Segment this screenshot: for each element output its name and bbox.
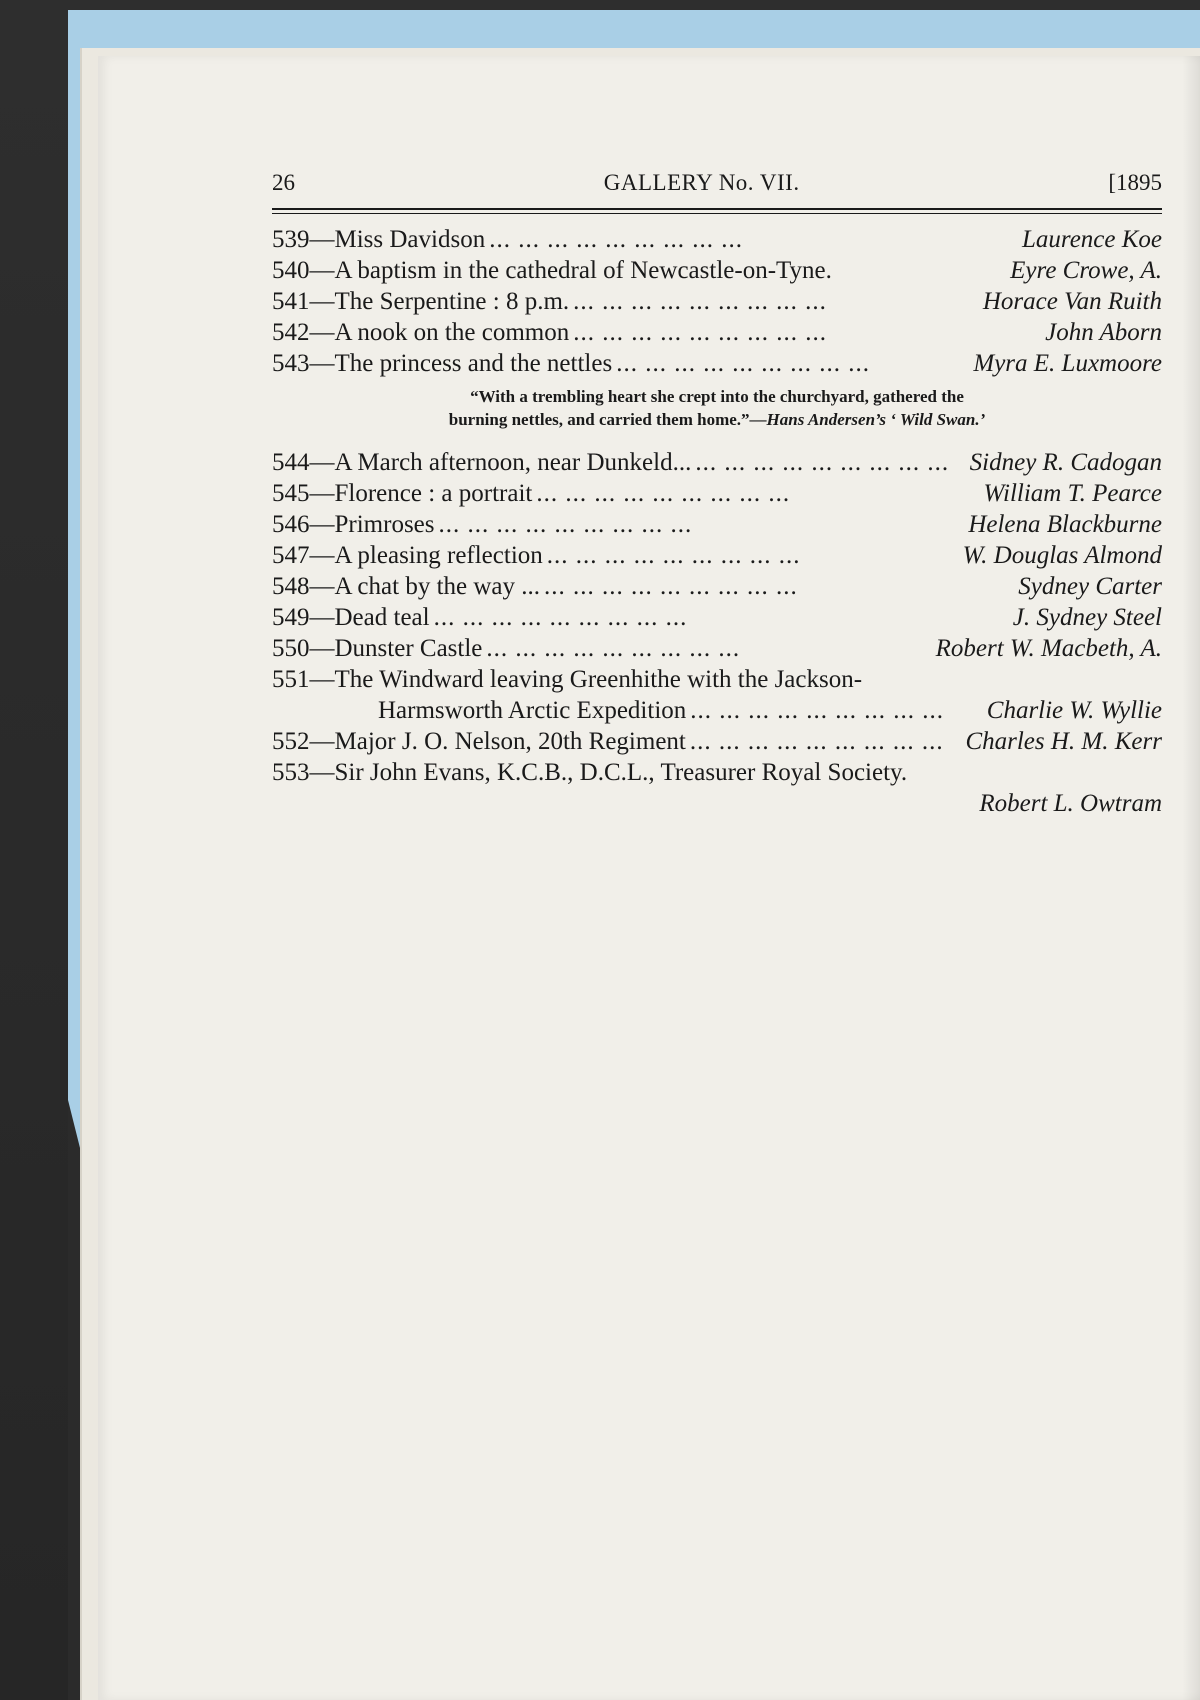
entry-artist: John Aborn xyxy=(1045,319,1162,346)
leader-dots: ... ... ... ... ... ... ... ... ... xyxy=(433,604,688,631)
leader-dots: ... ... ... ... ... ... ... ... ... xyxy=(489,226,743,253)
entry-title-continued: Harmsworth Arctic Expedition xyxy=(378,697,687,724)
gallery-title: GALLERY No. VII. xyxy=(603,170,800,195)
leader-dots: ... ... ... ... ... ... ... ... ... xyxy=(536,480,791,507)
entry-title: 552—Major J. O. Nelson, 20th Regiment xyxy=(272,728,686,755)
quotation-line xyxy=(272,408,1162,431)
entry-artist: Charles H. M. Kerr xyxy=(965,728,1162,755)
catalogue-entry-545 xyxy=(272,478,1162,509)
entry-title: 541—The Serpentine : 8 p.m. xyxy=(272,288,570,315)
quotation-source: Hans Andersen’s ‘ Wild Swan.’ xyxy=(766,410,986,429)
catalogue-entry-552 xyxy=(272,726,1162,757)
entry-artist: William T. Pearce xyxy=(983,480,1162,507)
entry-artist: Robert W. Macbeth, A. xyxy=(935,635,1162,662)
entry-title: 547—A pleasing reflection xyxy=(272,542,543,569)
entry-title: 548—A chat by the way ... xyxy=(272,573,541,600)
entry-title: 545—Florence : a portrait xyxy=(272,480,533,507)
leader-dots: ... ... ... ... ... ... ... ... ... xyxy=(573,319,827,346)
catalogue-entry-550 xyxy=(272,633,1162,664)
entry-artist: Laurence Koe xyxy=(1021,226,1162,253)
header-rule-thin xyxy=(272,213,1162,214)
entry-title: 550—Dunster Castle xyxy=(272,635,483,662)
leader-dots: ... ... ... ... ... ... ... ... ... xyxy=(690,697,945,724)
leader-dots: ... ... ... ... ... ... ... ... ... xyxy=(546,542,801,569)
entry-artist: W. Douglas Almond xyxy=(962,542,1162,569)
entry-title: 542—A nook on the common xyxy=(272,319,570,346)
leader-dots: ... ... ... ... ... ... ... ... ... xyxy=(438,511,693,538)
entry-title: 549—Dead teal xyxy=(272,604,430,631)
entry-title: 551—The Windward leaving Greenhithe with the Jackson- xyxy=(272,666,863,693)
leader-dots: ... ... ... ... ... ... ... ... ... xyxy=(573,288,827,315)
leader-dots: ... ... ... ... ... ... ... ... ... xyxy=(616,350,870,377)
entry-artist: Robert L. Owtram xyxy=(979,790,1162,817)
quotation xyxy=(272,385,1162,431)
entry-artist: Sydney Carter xyxy=(1018,573,1162,600)
entry-title: 553—Sir John Evans, K.C.B., D.C.L., Treasurer Royal Society. xyxy=(272,759,908,786)
leader-dots: ... ... ... ... ... ... ... ... ... xyxy=(486,635,741,662)
catalogue-entry-551 xyxy=(272,664,1162,695)
entry-artist: Eyre Crowe, A. xyxy=(1010,257,1162,284)
entry-artist: Sidney R. Cadogan xyxy=(969,449,1162,476)
catalogue-entry-553 xyxy=(272,757,1162,788)
entry-artist: Horace Van Ruith xyxy=(982,288,1162,315)
catalogue-content xyxy=(272,170,1162,819)
catalogue-entry-548 xyxy=(272,571,1162,602)
catalogue-entry-543 xyxy=(272,348,1162,379)
entry-artist: Myra E. Luxmoore xyxy=(973,350,1162,377)
page-edge-shadow xyxy=(1182,56,1200,1700)
entry-title: 540—A baptism in the cathedral of Newcastle-on-Tyne. xyxy=(272,257,832,284)
leader-dots: ... ... ... ... ... ... ... ... ... xyxy=(544,573,798,600)
catalogue-entry-542 xyxy=(272,317,1162,348)
catalogue-entry-547 xyxy=(272,540,1162,571)
entry-title: 543—The princess and the nettles xyxy=(272,350,613,377)
leader-spacer xyxy=(832,255,1010,286)
catalogue-entry-551-continued xyxy=(272,695,1162,726)
entry-title: 544—A March afternoon, near Dunkeld... xyxy=(272,449,692,476)
entry-artist: Charlie W. Wyllie xyxy=(986,697,1162,724)
page-header xyxy=(272,170,1162,200)
entry-artist: J. Sydney Steel xyxy=(1012,604,1162,631)
leader-dots: ... ... ... ... ... ... ... ... ... xyxy=(689,728,944,755)
page-number: 26 xyxy=(272,170,295,195)
leader-dots: ... ... ... ... ... ... ... ... ... xyxy=(695,449,950,476)
year-label: [1895 xyxy=(1108,170,1162,195)
catalogue-entry-541 xyxy=(272,286,1162,317)
entry-title: 546—Primroses xyxy=(272,511,435,538)
catalogue-entry-540 xyxy=(272,255,1162,286)
catalogue-entry-544 xyxy=(272,447,1162,478)
header-rule-thick xyxy=(272,208,1162,210)
catalogue-entry-549 xyxy=(272,602,1162,633)
quotation-text: burning nettles, and carried them home.”— xyxy=(448,410,767,429)
catalogue-entry-539 xyxy=(272,224,1162,255)
entry-artist: Helena Blackburne xyxy=(968,511,1162,538)
catalogue-entry-546 xyxy=(272,509,1162,540)
entry-title: 539—Miss Davidson xyxy=(272,226,486,253)
quotation-line: “With a trembling heart she crept into the churchyard, gathered the xyxy=(470,387,964,406)
